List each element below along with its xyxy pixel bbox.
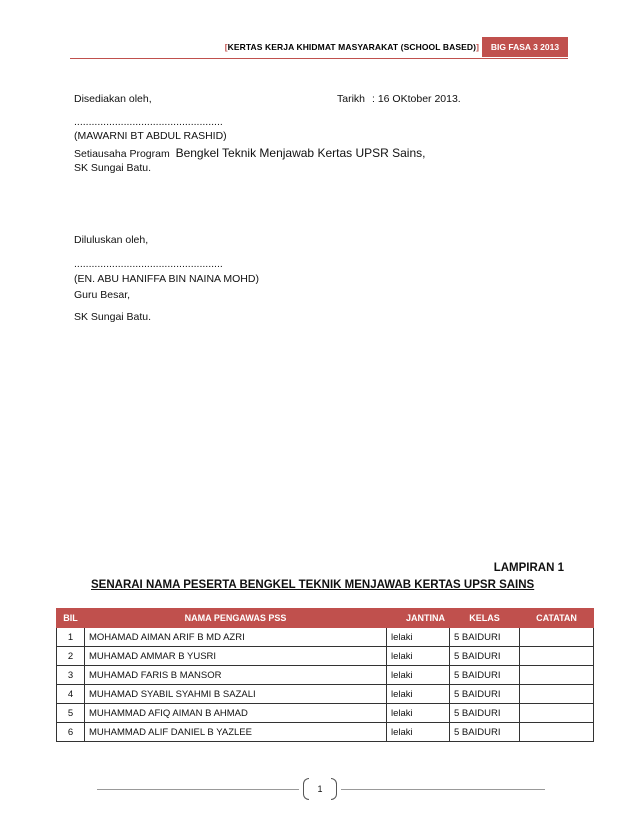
approved-signature-line: ................................................... <box>74 258 223 270</box>
cell-bil: 6 <box>57 723 85 742</box>
approved-school: SK Sungai Batu. <box>74 311 152 323</box>
participant-table <box>56 608 594 742</box>
header-bil: BIL <box>57 609 85 628</box>
cell-notes <box>520 647 594 666</box>
table-row <box>57 723 594 742</box>
table-row <box>57 685 594 704</box>
date-label: Tarikh <box>337 93 366 105</box>
cell-name: MUHAMAD SYABIL SYAHMI B SAZALI <box>85 685 387 704</box>
cell-notes <box>520 628 594 647</box>
table-header-row <box>57 609 594 628</box>
cell-name: MOHAMAD AIMAN ARIF B MD AZRI <box>85 628 387 647</box>
prepared-school: SK Sungai Batu. <box>74 162 152 174</box>
table-row <box>57 666 594 685</box>
cell-name: MUHAMAD AMMAR B YUSRI <box>85 647 387 666</box>
cell-class: 5 BAIDURI <box>450 628 520 647</box>
cell-name: MUHAMMAD AFIQ AIMAN B AHMAD <box>85 704 387 723</box>
cell-gender: lelaki <box>387 647 450 666</box>
program-name: Bengkel Teknik Menjawab Kertas UPSR Sains, <box>175 146 426 160</box>
cell-gender: lelaki <box>387 666 450 685</box>
date-value: : 16 OKtober 2013. <box>372 93 461 105</box>
cell-class: 5 BAIDURI <box>450 666 520 685</box>
prepared-role <box>74 146 425 160</box>
approved-role: Guru Besar, <box>74 289 131 301</box>
cell-class: 5 BAIDURI <box>450 723 520 742</box>
table-row <box>57 647 594 666</box>
left-bracket-icon <box>303 778 309 800</box>
prepared-by-label: Disediakan oleh, <box>74 93 152 105</box>
appendix-label: LAMPIRAN 1 <box>493 562 564 574</box>
header-bracket-open: [ <box>224 42 228 52</box>
header-badge: BIG FASA 3 2013 <box>482 37 568 57</box>
cell-bil: 1 <box>57 628 85 647</box>
cell-class: 5 BAIDURI <box>450 647 520 666</box>
page-number-box <box>299 778 341 800</box>
cell-bil: 4 <box>57 685 85 704</box>
cell-gender: lelaki <box>387 685 450 704</box>
prepared-name: (MAWARNI BT ABDUL RASHID) <box>74 130 227 142</box>
cell-notes <box>520 704 594 723</box>
cell-gender: lelaki <box>387 704 450 723</box>
header-catatan: CATATAN <box>520 609 594 628</box>
cell-name: MUHAMAD FARIS B MANSOR <box>85 666 387 685</box>
header-nama: NAMA PENGAWAS PSS <box>85 609 387 628</box>
cell-notes <box>520 666 594 685</box>
cell-gender: lelaki <box>387 723 450 742</box>
header-kelas: KELAS <box>450 609 520 628</box>
cell-name: MUHAMMAD ALIF DANIEL B YAZLEE <box>85 723 387 742</box>
cell-notes <box>520 685 594 704</box>
cell-bil: 2 <box>57 647 85 666</box>
header-jantina: JANTINA <box>387 609 450 628</box>
approved-by-label: Diluluskan oleh, <box>74 234 149 246</box>
header-title-text: KERTAS KERJA KHIDMAT MASYARAKAT (SCHOOL BASED) <box>227 42 477 52</box>
header-divider <box>70 58 568 59</box>
right-bracket-icon <box>331 778 337 800</box>
header-bracket-close: ] <box>476 42 479 52</box>
cell-bil: 5 <box>57 704 85 723</box>
cell-class: 5 BAIDURI <box>450 704 520 723</box>
cell-notes <box>520 723 594 742</box>
cell-gender: lelaki <box>387 628 450 647</box>
participant-table-title: SENARAI NAMA PESERTA BENGKEL TEKNIK MENJAWAB KERTAS UPSR SAINS <box>91 579 535 591</box>
page-number: 1 <box>317 784 323 794</box>
prepared-signature-line: ................................................... <box>74 116 223 128</box>
approved-name: (EN. ABU HANIFFA BIN NAINA MOHD) <box>74 273 259 285</box>
prepared-role-prefix: Setiausaha Program <box>74 148 170 160</box>
cell-class: 5 BAIDURI <box>450 685 520 704</box>
table-row <box>57 628 594 647</box>
document-header-title <box>225 42 479 52</box>
table-row <box>57 704 594 723</box>
cell-bil: 3 <box>57 666 85 685</box>
